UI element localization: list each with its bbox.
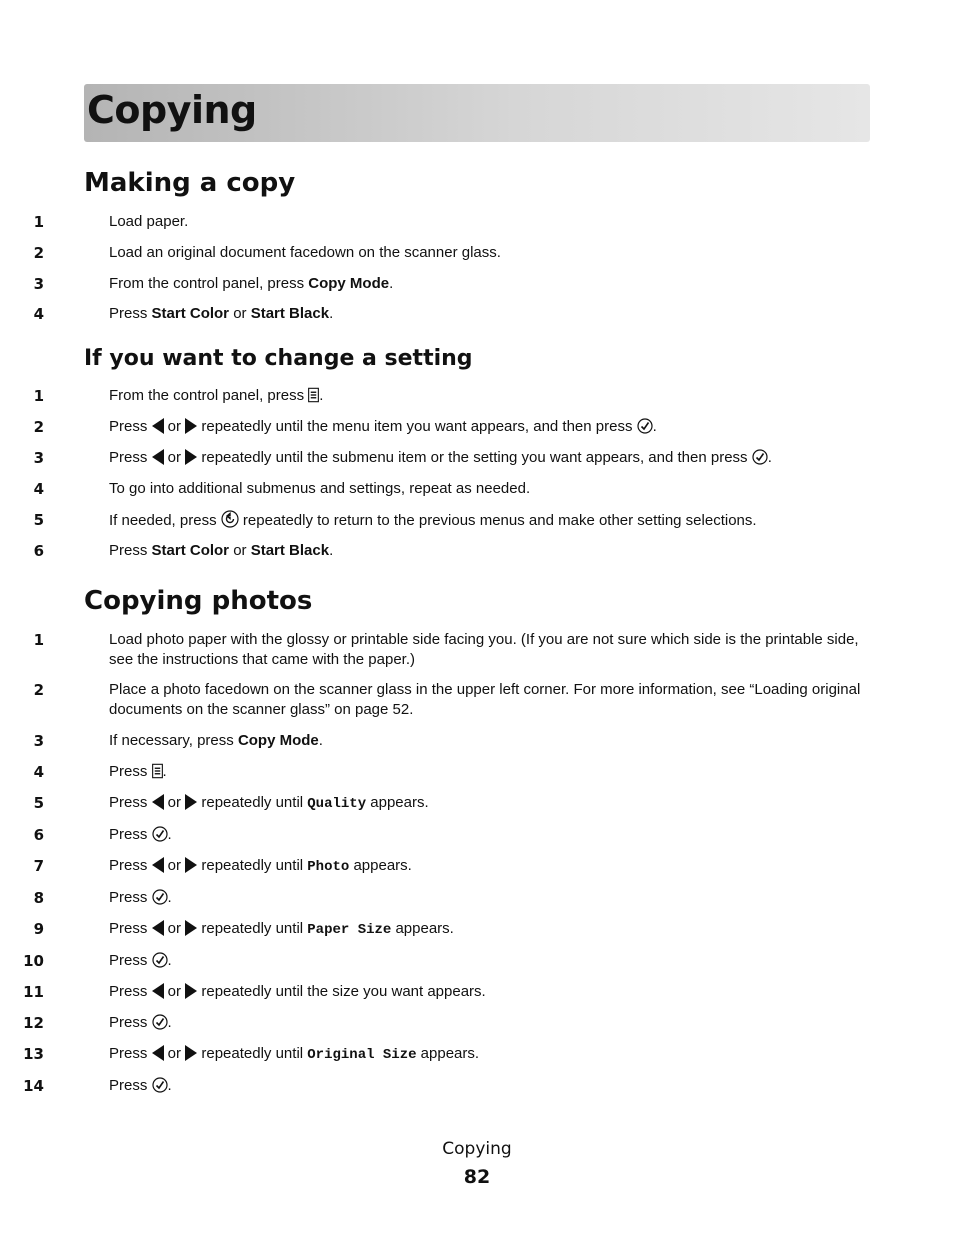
left-arrow-icon [152, 983, 164, 999]
right-arrow-icon [185, 794, 197, 810]
right-arrow-icon [185, 449, 197, 465]
select-check-icon [152, 889, 168, 905]
left-arrow-icon [152, 1045, 164, 1061]
section-title-making-copy: Making a copy [84, 168, 296, 198]
right-arrow-icon [185, 920, 197, 936]
section-title-copying-photos: Copying photos [84, 586, 313, 616]
footer-chapter-label: Copying [442, 1139, 512, 1159]
menu-icon [152, 763, 163, 779]
left-arrow-icon [152, 449, 164, 465]
select-check-icon [152, 1077, 168, 1093]
menu-icon [308, 387, 319, 403]
section-title-change-setting: If you want to change a setting [84, 346, 473, 371]
select-check-icon [637, 418, 653, 434]
back-icon [221, 510, 239, 528]
right-arrow-icon [185, 857, 197, 873]
right-arrow-icon [185, 418, 197, 434]
chapter-title: Copying [87, 88, 257, 132]
left-arrow-icon [152, 857, 164, 873]
chapter-banner [84, 84, 870, 142]
left-arrow-icon [152, 920, 164, 936]
select-check-icon [152, 952, 168, 968]
select-check-icon [752, 449, 768, 465]
right-arrow-icon [185, 983, 197, 999]
page-number: 82 [463, 1166, 491, 1188]
left-arrow-icon [152, 794, 164, 810]
left-arrow-icon [152, 418, 164, 434]
right-arrow-icon [185, 1045, 197, 1061]
select-check-icon [152, 1014, 168, 1030]
select-check-icon [152, 826, 168, 842]
